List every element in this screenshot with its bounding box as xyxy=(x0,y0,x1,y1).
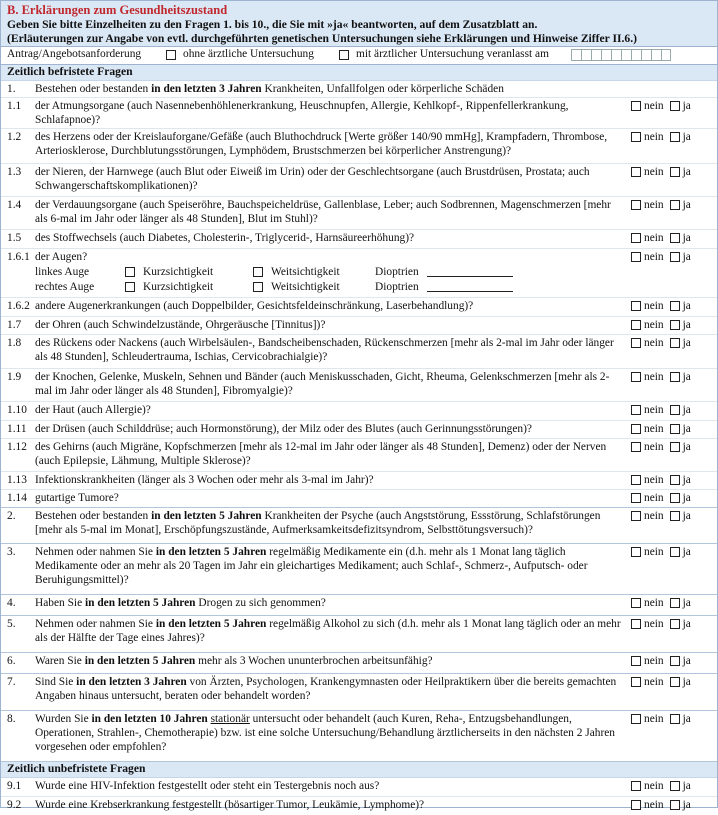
question-1-7 xyxy=(1,317,717,335)
text-a: Bestehen oder bestanden xyxy=(35,510,152,522)
question-text: des Herzens oder der Kreislauforgane/Gefäße (auch Bluthochdruck [Werte größer 140/90 mmHg], Krampfadern, Thrombose, Arteriosklerose, Durchblutungsstörungen, Lymphödem, Brustschmerzen bei körperlicher Anstrengung)? xyxy=(35,131,608,157)
answer-group xyxy=(631,422,691,436)
question-6 xyxy=(1,653,717,674)
question-text xyxy=(35,712,623,754)
answer-group xyxy=(631,370,691,384)
ja-checkbox[interactable] xyxy=(670,547,680,557)
text-bold: in den letzten 5 Jahren xyxy=(84,655,196,667)
answer-group xyxy=(631,545,691,559)
question-1-5 xyxy=(1,230,717,249)
text-underline: stationär xyxy=(210,713,250,725)
answer-group xyxy=(631,299,691,313)
answer-group xyxy=(631,318,691,332)
ja-label: ja xyxy=(682,199,691,211)
section-unbefristet: Zeitlich unbefristete Fragen xyxy=(1,762,717,778)
ja-checkbox[interactable] xyxy=(670,233,680,243)
right-kurz-label: Kurzsichtigkeit xyxy=(143,281,214,293)
question-1-2 xyxy=(1,129,717,164)
question-1-14 xyxy=(1,490,717,508)
ja-checkbox[interactable] xyxy=(670,167,680,177)
nein-checkbox[interactable] xyxy=(631,800,641,810)
nein-label: nein xyxy=(644,799,664,811)
question-1-13 xyxy=(1,472,717,490)
ja-checkbox[interactable] xyxy=(670,656,680,666)
nein-checkbox[interactable] xyxy=(631,372,641,382)
question-2 xyxy=(1,508,717,544)
ja-label: ja xyxy=(682,676,691,688)
question-text: der Haut (auch Allergie)? xyxy=(35,404,151,416)
question-text xyxy=(35,545,623,587)
antrag-row xyxy=(1,46,717,65)
text-a: Nehmen oder nahmen Sie xyxy=(35,618,156,630)
ja-label: ja xyxy=(682,655,691,667)
nein-label: nein xyxy=(644,597,664,609)
nein-checkbox[interactable] xyxy=(631,656,641,666)
ja-label: ja xyxy=(682,423,691,435)
ja-label: ja xyxy=(682,441,691,453)
question-text: andere Augenerkrankungen (auch Doppelbilder, Gesichtsfeldeinschränkung, Laserbehandlung)? xyxy=(35,300,474,312)
left-dioptrien-field[interactable] xyxy=(427,265,513,277)
ja-checkbox[interactable] xyxy=(670,132,680,142)
ja-label: ja xyxy=(682,546,691,558)
question-1 xyxy=(1,81,717,98)
question-number: 7. xyxy=(7,676,16,688)
question-text xyxy=(35,617,623,645)
ja-label: ja xyxy=(682,337,691,349)
nein-label: nein xyxy=(644,404,664,416)
answer-group xyxy=(631,473,691,487)
question-text: der Verdauungsorgane (auch Speiseröhre, Bauchspeicheldrüse, Gallenblase, Leber; auch Sodbrennen, Magenschmerzen [mehr als 6-mal im Jahr oder länger als 48 Stunden], Blut im Stuhl)? xyxy=(35,199,611,225)
question-text: des Rückens oder Nackens (auch Wirbelsäulen-, Bandscheibenschaden, Rückenschmerzen [mehr als 2-mal im Jahr oder länger als 48 Stunden], Schleudertrauma, Ischias, Cervicobrachialgie)? xyxy=(35,337,614,363)
checkbox-ohne-untersuchung[interactable] xyxy=(166,50,176,60)
question-1-11 xyxy=(1,421,717,439)
ja-checkbox[interactable] xyxy=(670,800,680,810)
text-b: mehr als 3 Wochen ununterbrochen arbeitsunfähig? xyxy=(195,655,433,667)
ja-label: ja xyxy=(682,131,691,143)
text-b: regelmäßig Alkohol zu sich (d.h. mehr als 1 Monat lang täglich oder an mehr als der Hälfte der Tage eines Jahres)? xyxy=(35,618,621,644)
nein-label: nein xyxy=(644,492,664,504)
question-number: 1.8 xyxy=(7,337,22,349)
question-number: 5. xyxy=(7,618,16,630)
text-b: untersucht oder behandelt (auch Kuren, Reha-, Entzugsbehandlungen, Operationen, Strahlen-, Chemotherapie) bzw. ist eine solche Untersuchung/Behandlung ärztlicherseits in den nächsten 2 Jahren vorgesehen oder empfohlen? xyxy=(35,713,615,753)
nein-label: nein xyxy=(644,319,664,331)
ja-checkbox[interactable] xyxy=(670,200,680,210)
answer-group xyxy=(631,403,691,417)
answer-group xyxy=(631,712,691,726)
ja-checkbox[interactable] xyxy=(670,677,680,687)
text-a: Haben Sie xyxy=(35,597,85,609)
text-bold: in den letzten 10 Jahren xyxy=(91,713,208,725)
ja-checkbox[interactable] xyxy=(670,714,680,724)
answer-group xyxy=(631,250,691,264)
nein-checkbox[interactable] xyxy=(631,442,641,452)
question-number: 1.12 xyxy=(7,441,27,453)
left-kurz-label: Kurzsichtigkeit xyxy=(143,266,214,278)
ja-label: ja xyxy=(682,510,691,522)
question-text: Infektionskrankheiten (länger als 3 Wochen oder mehr als 3-mal im Jahr)? xyxy=(35,474,374,486)
question-text: der Augen? xyxy=(35,251,88,263)
right-dioptrien-field[interactable] xyxy=(427,280,513,292)
answer-group xyxy=(631,509,691,523)
text-a: Wurden Sie xyxy=(35,713,92,725)
section-title: B. Erklärungen zum Gesundheitszustand xyxy=(7,3,228,17)
nein-checkbox[interactable] xyxy=(631,619,641,629)
form-header xyxy=(1,1,717,46)
text-bold: in den letzten 5 Jahren xyxy=(155,546,267,558)
ja-label: ja xyxy=(682,371,691,383)
nein-label: nein xyxy=(644,199,664,211)
question-1-number: 1. xyxy=(7,83,16,95)
question-1-text-a: Bestehen oder bestanden xyxy=(35,83,152,95)
question-1-1 xyxy=(1,98,717,129)
answer-group xyxy=(631,336,691,350)
nein-label: nein xyxy=(644,474,664,486)
nein-checkbox[interactable] xyxy=(631,598,641,608)
ja-checkbox[interactable] xyxy=(670,372,680,382)
question-text: der Ohren (auch Schwindelzustände, Ohrgeräusche [Tinnitus])? xyxy=(35,319,326,331)
ja-label: ja xyxy=(682,474,691,486)
nein-label: nein xyxy=(644,510,664,522)
text-b: regelmäßig Medikamente ein (d.h. mehr als 1 Monat lang täglich Medikamente oder an mehr als 20 Tagen im Jahr ein gleichartiges Medikament; auch Schlaf-, Schmerz-, Aufputsch- oder Beruhigungsmittel)? xyxy=(35,546,588,586)
nein-label: nein xyxy=(644,131,664,143)
text-bold: in den letzten 3 Jahren xyxy=(76,676,187,688)
ja-label: ja xyxy=(682,618,691,630)
ja-checkbox[interactable] xyxy=(670,424,680,434)
ja-checkbox[interactable] xyxy=(670,338,680,348)
ja-checkbox[interactable] xyxy=(670,493,680,503)
ja-label: ja xyxy=(682,597,691,609)
right-eye-label: rechtes Auge xyxy=(35,281,95,293)
text-bold: in den letzten 5 Jahren xyxy=(155,618,267,630)
question-8 xyxy=(1,711,717,762)
ja-label: ja xyxy=(682,780,691,792)
nein-checkbox[interactable] xyxy=(631,677,641,687)
answer-group xyxy=(631,491,691,505)
answer-group xyxy=(631,231,691,245)
ja-checkbox[interactable] xyxy=(670,511,680,521)
text-a: Waren Sie xyxy=(35,655,85,667)
question-4 xyxy=(1,595,717,616)
left-eye-label: linkes Auge xyxy=(35,266,90,278)
question-1-4 xyxy=(1,197,717,230)
question-1-text-bold: in den letzten 3 Jahren xyxy=(151,83,262,95)
question-text xyxy=(35,596,623,610)
ja-checkbox[interactable] xyxy=(670,598,680,608)
right-dioptrien-label: Dioptrien xyxy=(375,281,419,293)
question-7 xyxy=(1,674,717,711)
ja-label: ja xyxy=(682,232,691,244)
nein-label: nein xyxy=(644,441,664,453)
question-5 xyxy=(1,616,717,653)
question-1-8 xyxy=(1,335,717,369)
answer-group xyxy=(631,99,691,113)
left-weit-label: Weitsichtigkeit xyxy=(271,266,340,278)
question-number: 8. xyxy=(7,713,16,725)
question-number: 1.7 xyxy=(7,319,22,331)
question-text xyxy=(35,675,623,703)
question-text: Wurde eine Krebserkrankung festgestellt (bösartiger Tumor, Leukämie, Lymphome)? xyxy=(35,799,425,811)
left-kurz-checkbox[interactable] xyxy=(125,267,135,277)
ja-label: ja xyxy=(682,404,691,416)
ja-checkbox[interactable] xyxy=(670,301,680,311)
ja-checkbox[interactable] xyxy=(670,101,680,111)
nein-label: nein xyxy=(644,655,664,667)
nein-checkbox[interactable] xyxy=(631,167,641,177)
nein-checkbox[interactable] xyxy=(631,320,641,330)
ja-label: ja xyxy=(682,166,691,178)
answer-group xyxy=(631,798,691,812)
ja-checkbox[interactable] xyxy=(670,320,680,330)
nein-checkbox[interactable] xyxy=(631,252,641,262)
nein-label: nein xyxy=(644,337,664,349)
ja-checkbox[interactable] xyxy=(670,252,680,262)
nein-checkbox[interactable] xyxy=(631,781,641,791)
question-text: der Atmungsorgane (auch Nasennebenhöhlenerkrankung, Heuschnupfen, Allergie, Kehlkopf-, Rippenfellerkrankung, Schlafapnoe)? xyxy=(35,100,569,126)
answer-group xyxy=(631,198,691,212)
right-weit-checkbox[interactable] xyxy=(253,282,263,292)
text-b: Krankheiten der Psyche (auch Angststörung, Essstörung, Schlafstörungen [mehr als 5-mal im Monat], Erschöpfungszustände, Aufmerksamkeitsdefizitsyndrom, Selbsttötungsversuch)? xyxy=(35,510,601,536)
checkbox-mit-untersuchung[interactable] xyxy=(339,50,349,60)
nein-label: nein xyxy=(644,618,664,630)
nein-checkbox[interactable] xyxy=(631,132,641,142)
ja-label: ja xyxy=(682,713,691,725)
nein-checkbox[interactable] xyxy=(631,511,641,521)
antrag-option-ohne: ohne ärztliche Untersuchung xyxy=(183,48,314,60)
answer-group xyxy=(631,779,691,793)
nein-label: nein xyxy=(644,780,664,792)
question-number: 2. xyxy=(7,510,16,522)
question-text: der Knochen, Gelenke, Muskeln, Sehnen und Bänder (auch Meniskusschaden, Gicht, Rheuma, Gelenkschmerzen [mehr als 2-mal im Jahr oder länger als 48 Stunden], Fibromyalgie)? xyxy=(35,371,610,397)
answer-group xyxy=(631,617,691,631)
antrag-label: Antrag/Angebotsanforderung xyxy=(7,48,142,60)
right-weit-label: Weitsichtigkeit xyxy=(271,281,340,293)
nein-label: nein xyxy=(644,100,664,112)
nein-checkbox[interactable] xyxy=(631,101,641,111)
instruction-line-2: (Erläuterungen zur Angabe von evtl. durchgeführten genetischen Untersuchungen siehe Erklärungen und Hinweise Ziffer II.6.) xyxy=(7,32,637,45)
ja-label: ja xyxy=(682,300,691,312)
nein-label: nein xyxy=(644,166,664,178)
text-bold: in den letzten 5 Jahren xyxy=(151,510,262,522)
question-number: 1.11 xyxy=(7,423,27,435)
question-1-text-b: Krankheiten, Unfallfolgen oder körperliche Schäden xyxy=(261,83,504,95)
date-field[interactable] xyxy=(571,49,671,61)
question-9-2 xyxy=(1,797,717,815)
left-weit-checkbox[interactable] xyxy=(253,267,263,277)
text-b: Drogen zu sich genommen? xyxy=(195,597,326,609)
question-9-1 xyxy=(1,778,717,797)
question-1-6-1 xyxy=(1,249,717,298)
nein-label: nein xyxy=(644,423,664,435)
nein-label: nein xyxy=(644,232,664,244)
question-number: 1.2 xyxy=(7,131,22,143)
nein-checkbox[interactable] xyxy=(631,714,641,724)
text-bold: in den letzten 5 Jahren xyxy=(84,597,196,609)
ja-label: ja xyxy=(682,799,691,811)
nein-label: nein xyxy=(644,546,664,558)
text-a: Sind Sie xyxy=(35,676,77,688)
answer-group xyxy=(631,440,691,454)
question-text xyxy=(35,654,623,668)
nein-checkbox[interactable] xyxy=(631,233,641,243)
ja-label: ja xyxy=(682,492,691,504)
nein-checkbox[interactable] xyxy=(631,338,641,348)
question-1-6-2 xyxy=(1,298,717,317)
question-number: 1.4 xyxy=(7,199,22,211)
text-a: Nehmen oder nahmen Sie xyxy=(35,546,156,558)
answer-group xyxy=(631,130,691,144)
question-number: 1.9 xyxy=(7,371,22,383)
ja-checkbox[interactable] xyxy=(670,442,680,452)
question-1-text xyxy=(35,82,623,96)
ja-checkbox[interactable] xyxy=(670,405,680,415)
nein-label: nein xyxy=(644,371,664,383)
question-text: der Nieren, der Harnwege (auch Blut oder Eiweiß im Urin) oder der Geschlechtsorgane (auch Brustdrüsen, Prostata; auch Schwangerschaftskomplikationen)? xyxy=(35,166,590,192)
antrag-option-mit: mit ärztlicher Untersuchung veranlasst am xyxy=(356,48,549,60)
nein-label: nein xyxy=(644,676,664,688)
question-number: 1.13 xyxy=(7,474,27,486)
nein-checkbox[interactable] xyxy=(631,301,641,311)
nein-label: nein xyxy=(644,713,664,725)
question-text: gutartige Tumore? xyxy=(35,492,119,504)
nein-checkbox[interactable] xyxy=(631,200,641,210)
nein-checkbox[interactable] xyxy=(631,475,641,485)
question-text: des Stoffwechsels (auch Diabetes, Cholesterin-, Triglycerid-, Harnsäureerhöhung)? xyxy=(35,232,415,244)
text-b: von Ärzten, Psychologen, Krankengymnasten oder Heilpraktikern über die bereits gemachten Angaben hinaus untersucht, beraten oder behandelt worden? xyxy=(35,676,617,702)
ja-checkbox[interactable] xyxy=(670,619,680,629)
answer-group xyxy=(631,654,691,668)
answer-group xyxy=(631,675,691,689)
question-text: des Gehirns (auch Migräne, Kopfschmerzen [mehr als 12-mal im Jahr oder länger als 48 Stunden], Demenz) oder der Nerven (auch Epilepsie, Lähmung, Multiple Sklerose)? xyxy=(35,441,607,467)
instruction-line-1: Geben Sie bitte Einzelheiten zu den Fragen 1. bis 10., die Sie mit »ja« beantworten, auf dem Zusatzblatt an. xyxy=(7,18,538,31)
nein-checkbox[interactable] xyxy=(631,547,641,557)
ja-label: ja xyxy=(682,319,691,331)
question-text xyxy=(35,509,623,537)
nein-checkbox[interactable] xyxy=(631,405,641,415)
question-number: 6. xyxy=(7,655,16,667)
question-1-3 xyxy=(1,164,717,197)
ja-label: ja xyxy=(682,251,691,263)
question-number: 1.6.1 xyxy=(7,251,30,263)
ja-checkbox[interactable] xyxy=(670,475,680,485)
left-dioptrien-label: Dioptrien xyxy=(375,266,419,278)
question-number: 1.3 xyxy=(7,166,22,178)
question-number: 3. xyxy=(7,546,16,558)
question-number: 1.14 xyxy=(7,492,27,504)
ja-checkbox[interactable] xyxy=(670,781,680,791)
question-1-10 xyxy=(1,402,717,421)
answer-group xyxy=(631,165,691,179)
right-kurz-checkbox[interactable] xyxy=(125,282,135,292)
ja-label: ja xyxy=(682,100,691,112)
question-text: der Drüsen (auch Schilddrüse; auch Hormonstörung), der Milz oder des Blutes (auch Gerinnungsstörungen)? xyxy=(35,423,532,435)
question-number: 1.6.2 xyxy=(7,300,30,312)
question-1-9 xyxy=(1,369,717,402)
question-number: 1.1 xyxy=(7,100,22,112)
nein-label: nein xyxy=(644,251,664,263)
section-befristet: Zeitlich befristete Fragen xyxy=(1,65,717,81)
nein-label: nein xyxy=(644,300,664,312)
question-text: Wurde eine HIV-Infektion festgestellt oder steht ein Testergebnis noch aus? xyxy=(35,780,380,792)
question-number: 1.5 xyxy=(7,232,22,244)
nein-checkbox[interactable] xyxy=(631,424,641,434)
question-number: 9.1 xyxy=(7,780,22,792)
answer-group xyxy=(631,596,691,610)
question-number: 9.2 xyxy=(7,799,22,811)
nein-checkbox[interactable] xyxy=(631,493,641,503)
question-3 xyxy=(1,544,717,595)
question-1-12 xyxy=(1,439,717,472)
question-number: 4. xyxy=(7,597,16,609)
question-number: 1.10 xyxy=(7,404,27,416)
